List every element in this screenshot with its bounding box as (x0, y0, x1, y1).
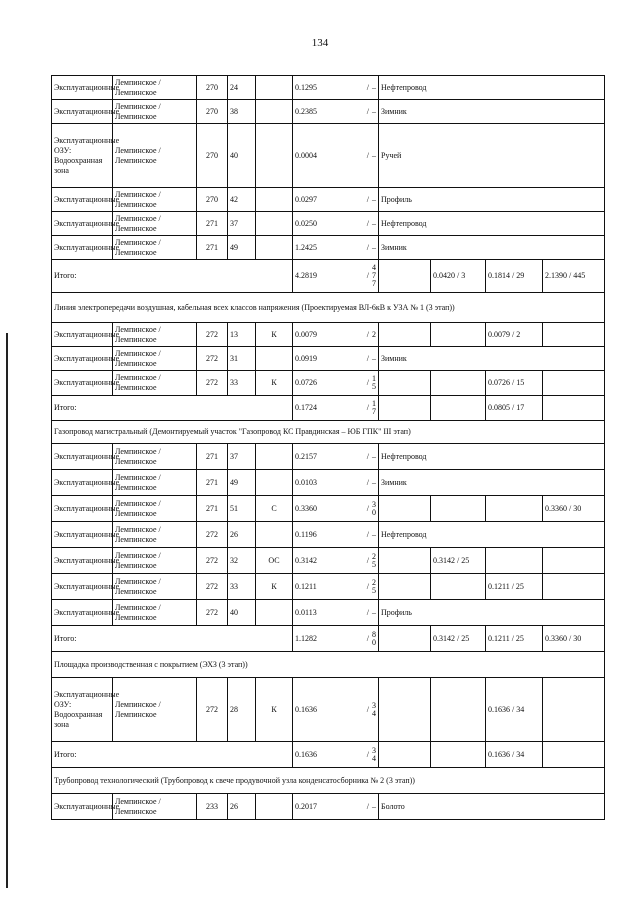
usage-type: Эксплуатационные (52, 188, 113, 212)
object-name: Зимник (379, 470, 605, 496)
col-4: 0.3360 / 30 (543, 496, 605, 522)
forestry-district: Лемпинское / Лемпинское (113, 212, 197, 236)
plot-number: 42 (228, 188, 256, 212)
quarter-number: 271 (197, 444, 228, 470)
count-value: – (372, 607, 376, 617)
col-2 (431, 496, 486, 522)
forestry-district: Лемпинское / Лемпинское (113, 188, 197, 212)
total-label: Итого: (52, 396, 293, 421)
plot-number: 24 (228, 76, 256, 100)
col-4 (543, 371, 605, 396)
slash-separator: / (366, 529, 369, 539)
table-row (52, 371, 605, 396)
area-cell (293, 396, 379, 421)
total-row (52, 396, 605, 421)
table-row (52, 470, 605, 496)
area-value: 0.1196 (295, 529, 317, 539)
slash-separator: / (366, 801, 369, 811)
count-value: 3 4 (372, 745, 376, 763)
col-3: 0.0079 / 2 (486, 323, 543, 347)
table-row (52, 678, 605, 742)
table-row (52, 496, 605, 522)
col-1 (379, 496, 431, 522)
quarter-number: 272 (197, 371, 228, 396)
slash-separator: / (366, 82, 369, 92)
area-value: 1.1282 (295, 633, 317, 643)
plot-number: 33 (228, 371, 256, 396)
area-cell (293, 522, 379, 548)
section-title-row (52, 421, 605, 444)
usage-type: Эксплуатационные (52, 470, 113, 496)
count-value: 4 7 7 (372, 263, 376, 288)
page-number: 134 (311, 37, 329, 49)
protection-code (256, 347, 293, 371)
col-1 (379, 548, 431, 574)
slash-separator: / (366, 555, 369, 565)
area-cell (293, 794, 379, 820)
total-col-2: 0.3142 / 25 (431, 626, 486, 652)
forestry-district: Лемпинское / Лемпинское (113, 522, 197, 548)
col-4 (543, 678, 605, 742)
quarter-number: 270 (197, 188, 228, 212)
count-value: – (372, 353, 376, 363)
area-value: 4.2819 (295, 271, 317, 280)
quarter-number: 272 (197, 347, 228, 371)
total-col-1 (379, 742, 431, 768)
area-cell (293, 100, 379, 124)
section-title-row (52, 652, 605, 678)
area-value: 0.0726 (295, 378, 317, 387)
forestry-district: Лемпинское / Лемпинское (113, 347, 197, 371)
forestry-district: Лемпинское / Лемпинское (113, 794, 197, 820)
slash-separator: / (366, 581, 369, 591)
area-value: 0.0113 (295, 607, 317, 617)
total-label: Итого: (52, 626, 293, 652)
col-4 (543, 574, 605, 600)
col-2 (431, 323, 486, 347)
area-cell (293, 496, 379, 522)
table-row (52, 100, 605, 124)
count-value: 1 5 (372, 374, 376, 391)
protection-code: С (256, 496, 293, 522)
usage-type: Эксплуатационные (52, 347, 113, 371)
table-row (52, 76, 605, 100)
land-plots-table (51, 75, 605, 820)
forestry-district: Лемпинское / Лемпинское (113, 678, 197, 742)
area-value: 0.0103 (295, 477, 317, 487)
count-value: 1 7 (372, 399, 376, 416)
usage-type: Эксплуатационные (52, 496, 113, 522)
table-row (52, 522, 605, 548)
usage-type: Эксплуатационные ОЗУ: Водоохранная зона (52, 678, 113, 742)
total-col-1 (379, 626, 431, 652)
area-cell (293, 678, 379, 742)
table-row (52, 600, 605, 626)
area-cell (293, 548, 379, 574)
slash-separator: / (366, 503, 369, 513)
plot-number: 51 (228, 496, 256, 522)
total-row (52, 742, 605, 768)
quarter-number: 272 (197, 678, 228, 742)
quarter-number: 271 (197, 236, 228, 260)
col-4 (543, 548, 605, 574)
quarter-number: 272 (197, 574, 228, 600)
object-name: Нефтепровод (379, 212, 605, 236)
quarter-number: 272 (197, 323, 228, 347)
total-label: Итого: (52, 742, 293, 768)
protection-code: К (256, 323, 293, 347)
forestry-district: Лемпинское / Лемпинское (113, 124, 197, 188)
table-row (52, 236, 605, 260)
protection-code: К (256, 371, 293, 396)
slash-separator: / (366, 150, 369, 160)
slash-separator: / (366, 242, 369, 252)
usage-type: Эксплуатационные (52, 574, 113, 600)
total-row (52, 626, 605, 652)
col-2 (431, 574, 486, 600)
col-3: 0.1211 / 25 (486, 574, 543, 600)
forestry-district: Лемпинское / Лемпинское (113, 444, 197, 470)
forestry-district: Лемпинское / Лемпинское (113, 236, 197, 260)
count-value: – (372, 477, 376, 487)
object-name: Нефтепровод (379, 444, 605, 470)
plot-number: 40 (228, 600, 256, 626)
scan-edge-mark (6, 333, 8, 888)
plot-number: 49 (228, 236, 256, 260)
forestry-district: Лемпинское / Лемпинское (113, 600, 197, 626)
protection-code (256, 444, 293, 470)
count-value: 3 0 (372, 499, 376, 517)
quarter-number: 271 (197, 470, 228, 496)
usage-type: Эксплуатационные (52, 600, 113, 626)
total-col-1 (379, 396, 431, 421)
table-row (52, 124, 605, 188)
plot-number: 26 (228, 522, 256, 548)
area-value: 0.0250 (295, 218, 317, 228)
usage-type: Эксплуатационные ОЗУ: Водоохранная зона (52, 124, 113, 188)
col-1 (379, 574, 431, 600)
usage-type: Эксплуатационные (52, 548, 113, 574)
plot-number: 33 (228, 574, 256, 600)
slash-separator: / (366, 194, 369, 204)
area-value: 0.3142 (295, 555, 317, 565)
forestry-district: Лемпинское / Лемпинское (113, 470, 197, 496)
protection-code (256, 600, 293, 626)
section-title-row (52, 768, 605, 794)
area-cell (293, 600, 379, 626)
count-value: – (372, 801, 376, 811)
quarter-number: 233 (197, 794, 228, 820)
area-cell (293, 371, 379, 396)
slash-separator: / (366, 749, 369, 759)
object-name: Зимник (379, 347, 605, 371)
slash-separator: / (366, 106, 369, 116)
slash-separator: / (366, 353, 369, 363)
count-value: – (372, 194, 376, 204)
total-col-2 (431, 396, 486, 421)
slash-separator: / (366, 218, 369, 228)
section-title: Линия электропередачи воздушная, кабельная всех классов напряжения (Проектируемая ВЛ-6кВ к УЗА № 1 (3 этап)) (52, 293, 605, 323)
object-name: Зимник (379, 100, 605, 124)
forestry-district: Лемпинское / Лемпинское (113, 496, 197, 522)
col-1 (379, 371, 431, 396)
plot-number: 49 (228, 470, 256, 496)
count-value: – (372, 451, 376, 461)
count-value: – (372, 242, 376, 252)
count-value: – (372, 529, 376, 539)
section-title: Площадка производственная с покрытием (ЭХЗ (3 этап)) (52, 652, 605, 678)
area-value: 0.2017 (295, 801, 317, 811)
protection-code (256, 470, 293, 496)
plot-number: 37 (228, 444, 256, 470)
protection-code (256, 236, 293, 260)
quarter-number: 272 (197, 548, 228, 574)
area-value: 0.1636 (295, 704, 317, 714)
total-col-1 (379, 260, 431, 293)
section-title-row (52, 293, 605, 323)
usage-type: Эксплуатационные (52, 444, 113, 470)
area-value: 0.1211 (295, 581, 317, 591)
total-col-4 (543, 742, 605, 768)
area-cell (293, 470, 379, 496)
usage-type: Эксплуатационные (52, 76, 113, 100)
plot-number: 38 (228, 100, 256, 124)
protection-code (256, 794, 293, 820)
forestry-district: Лемпинское / Лемпинское (113, 100, 197, 124)
forestry-district: Лемпинское / Лемпинское (113, 76, 197, 100)
forestry-district: Лемпинское / Лемпинское (113, 371, 197, 396)
protection-code (256, 188, 293, 212)
section-title: Трубопровод технологический (Трубопровод к свече продувочной узла конденсатосборника № 2 (3 этап)) (52, 768, 605, 794)
area-cell (293, 260, 379, 293)
area-value: 0.0004 (295, 150, 317, 160)
total-col-4: 0.3360 / 30 (543, 626, 605, 652)
table-row (52, 574, 605, 600)
quarter-number: 271 (197, 496, 228, 522)
quarter-number: 272 (197, 600, 228, 626)
object-name: Ручей (379, 124, 605, 188)
area-cell (293, 742, 379, 768)
table-body (52, 76, 605, 820)
total-label: Итого: (52, 260, 293, 293)
area-cell (293, 212, 379, 236)
protection-code (256, 100, 293, 124)
object-name: Нефтепровод (379, 522, 605, 548)
count-value: 8 0 (372, 629, 376, 647)
area-value: 0.1724 (295, 403, 317, 412)
plot-number: 26 (228, 794, 256, 820)
plot-number: 40 (228, 124, 256, 188)
table-row (52, 444, 605, 470)
area-cell (293, 323, 379, 347)
col-2: 0.3142 / 25 (431, 548, 486, 574)
object-name: Профиль (379, 188, 605, 212)
total-col-3: 0.1636 / 34 (486, 742, 543, 768)
quarter-number: 270 (197, 76, 228, 100)
count-value: 2 5 (372, 551, 376, 569)
quarter-number: 272 (197, 522, 228, 548)
total-col-2: 0.0420 / 3 (431, 260, 486, 293)
plot-number: 28 (228, 678, 256, 742)
slash-separator: / (366, 477, 369, 487)
object-name: Нефтепровод (379, 76, 605, 100)
area-value: 0.1295 (295, 82, 317, 92)
col-3 (486, 548, 543, 574)
area-cell (293, 347, 379, 371)
count-value: – (372, 150, 376, 160)
object-name: Зимник (379, 236, 605, 260)
quarter-number: 270 (197, 100, 228, 124)
count-value: 3 4 (372, 700, 376, 718)
plot-number: 31 (228, 347, 256, 371)
area-cell (293, 124, 379, 188)
protection-code: К (256, 678, 293, 742)
area-value: 1.2425 (295, 242, 317, 252)
usage-type: Эксплуатационные (52, 212, 113, 236)
area-value: 0.2157 (295, 451, 317, 461)
count-value: – (372, 218, 376, 228)
slash-separator: / (366, 607, 369, 617)
protection-code: К (256, 574, 293, 600)
area-cell (293, 574, 379, 600)
protection-code (256, 522, 293, 548)
section-title: Газопровод магистральный (Демонтируемый участок "Газопровод КС Правдинская – ЮБ ГПК" III этап) (52, 421, 605, 444)
table-row (52, 794, 605, 820)
count-value: 2 (372, 329, 376, 339)
forestry-district: Лемпинское / Лемпинское (113, 574, 197, 600)
slash-separator: / (366, 403, 369, 412)
count-value: – (372, 106, 376, 116)
protection-code (256, 76, 293, 100)
area-cell (293, 188, 379, 212)
col-1 (379, 323, 431, 347)
slash-separator: / (366, 633, 369, 643)
slash-separator: / (366, 329, 369, 339)
usage-type: Эксплуатационные (52, 236, 113, 260)
slash-separator: / (366, 378, 369, 387)
area-value: 0.0919 (295, 353, 317, 363)
total-col-3: 0.0805 / 17 (486, 396, 543, 421)
col-3: 0.1636 / 34 (486, 678, 543, 742)
col-1 (379, 678, 431, 742)
slash-separator: / (366, 271, 369, 280)
plot-number: 13 (228, 323, 256, 347)
table-row (52, 347, 605, 371)
plot-number: 32 (228, 548, 256, 574)
total-col-4: 2.1390 / 445 (543, 260, 605, 293)
col-3 (486, 496, 543, 522)
table-row (52, 323, 605, 347)
slash-separator: / (366, 704, 369, 714)
col-4 (543, 323, 605, 347)
area-value: 0.3360 (295, 503, 317, 513)
table-row (52, 548, 605, 574)
total-col-3: 0.1211 / 25 (486, 626, 543, 652)
col-2 (431, 371, 486, 396)
col-2 (431, 678, 486, 742)
usage-type: Эксплуатационные (52, 371, 113, 396)
quarter-number: 271 (197, 212, 228, 236)
count-value: – (372, 82, 376, 92)
protection-code: ОС (256, 548, 293, 574)
usage-type: Эксплуатационные (52, 100, 113, 124)
total-col-3: 0.1814 / 29 (486, 260, 543, 293)
plot-number: 37 (228, 212, 256, 236)
table-row (52, 188, 605, 212)
col-3: 0.0726 / 15 (486, 371, 543, 396)
object-name: Болото (379, 794, 605, 820)
table-row (52, 212, 605, 236)
area-value: 0.0297 (295, 194, 317, 204)
forestry-district: Лемпинское / Лемпинское (113, 323, 197, 347)
forestry-district: Лемпинское / Лемпинское (113, 548, 197, 574)
protection-code (256, 124, 293, 188)
area-cell (293, 626, 379, 652)
total-col-2 (431, 742, 486, 768)
area-cell (293, 236, 379, 260)
object-name: Профиль (379, 600, 605, 626)
area-value: 0.2385 (295, 106, 317, 116)
usage-type: Эксплуатационные (52, 323, 113, 347)
area-cell (293, 444, 379, 470)
total-col-4 (543, 396, 605, 421)
total-row (52, 260, 605, 293)
area-cell (293, 76, 379, 100)
protection-code (256, 212, 293, 236)
area-value: 0.0079 (295, 329, 317, 339)
slash-separator: / (366, 451, 369, 461)
count-value: 2 5 (372, 577, 376, 595)
quarter-number: 270 (197, 124, 228, 188)
area-value: 0.1636 (295, 749, 317, 759)
usage-type: Эксплуатационные (52, 522, 113, 548)
usage-type: Эксплуатационные (52, 794, 113, 820)
